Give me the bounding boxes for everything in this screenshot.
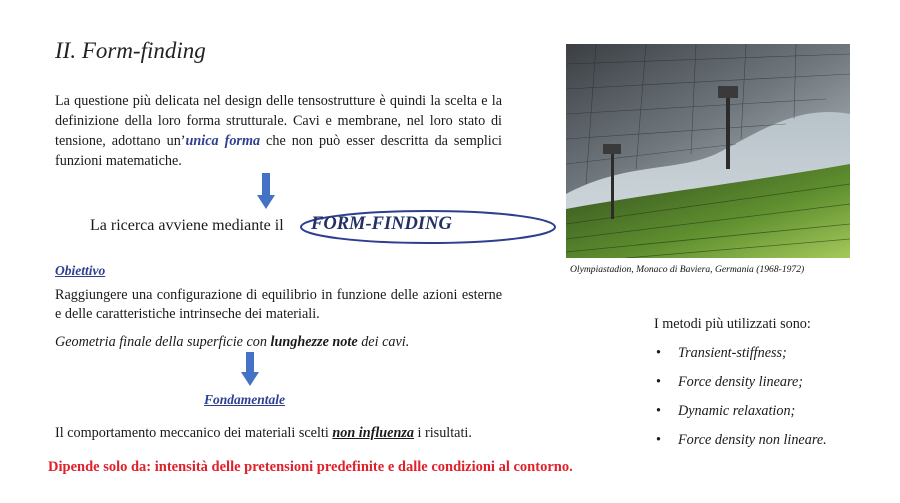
bullet: •: [656, 403, 661, 419]
fundamental-heading: Fondamentale: [204, 392, 286, 407]
bullet: •: [656, 374, 661, 390]
objective-heading: Obiettivo: [55, 263, 106, 278]
depends-statement: Dipende solo da: intensità delle pretensioni predefinite e dalle condizioni al contorno.: [48, 459, 573, 475]
down-arrow-icon: [257, 173, 275, 209]
search-line-text: La ricerca avviene mediante il: [90, 217, 284, 234]
methods-list: [656, 345, 827, 461]
behavior-bold: non influenza: [332, 425, 414, 441]
bullet: •: [656, 345, 661, 361]
list-item: [656, 432, 827, 461]
geometry-text-1: Geometria finale della superficie con: [55, 334, 271, 350]
behavior-text-1: Il comportamento meccanico dei materiali scelti: [55, 425, 333, 441]
method-label: Force density lineare;: [678, 374, 804, 390]
objective-text: Raggiungere una configurazione di equilibrio in funzione delle azioni esterne e delle caratteristiche intrinseche dei materiali.: [55, 287, 502, 322]
geometry-bold: lunghezze note: [270, 334, 358, 350]
method-label: Dynamic relaxation;: [678, 403, 796, 419]
method-label: Force density non lineare.: [678, 432, 827, 448]
geometry-statement: [55, 334, 409, 351]
method-label: Transient-stiffness;: [678, 345, 787, 361]
list-item: [656, 403, 827, 432]
slide-title: II. Form-finding: [55, 38, 206, 63]
intro-text-2: che non può esser descritta da semplici funzioni matematiche.: [55, 133, 502, 169]
form-finding-label: FORM-FINDING: [311, 214, 452, 234]
intro-paragraph: [55, 91, 502, 171]
down-arrow-icon: [241, 352, 259, 386]
stadium-photo: [566, 44, 850, 258]
methods-intro: I metodi più utilizzati sono:: [654, 316, 811, 332]
intro-text-1: La questione più delicata nel design delle tensostrutture è quindi la scelta e la definizione della loro forma strutturale. Cavi e membrane, nel loro stato di tensione, adottano un’: [55, 93, 502, 149]
bullet: •: [656, 432, 661, 448]
list-item: [656, 374, 827, 403]
geometry-text-2: dei cavi.: [357, 334, 410, 350]
photo-caption: Olympiastadion, Monaco di Baviera, Germania (1968-1972): [570, 264, 805, 275]
behavior-statement: [55, 425, 472, 442]
behavior-text-2: i risultati.: [413, 425, 472, 441]
intro-emphasis: unica forma: [185, 133, 261, 149]
list-item: [656, 345, 827, 374]
